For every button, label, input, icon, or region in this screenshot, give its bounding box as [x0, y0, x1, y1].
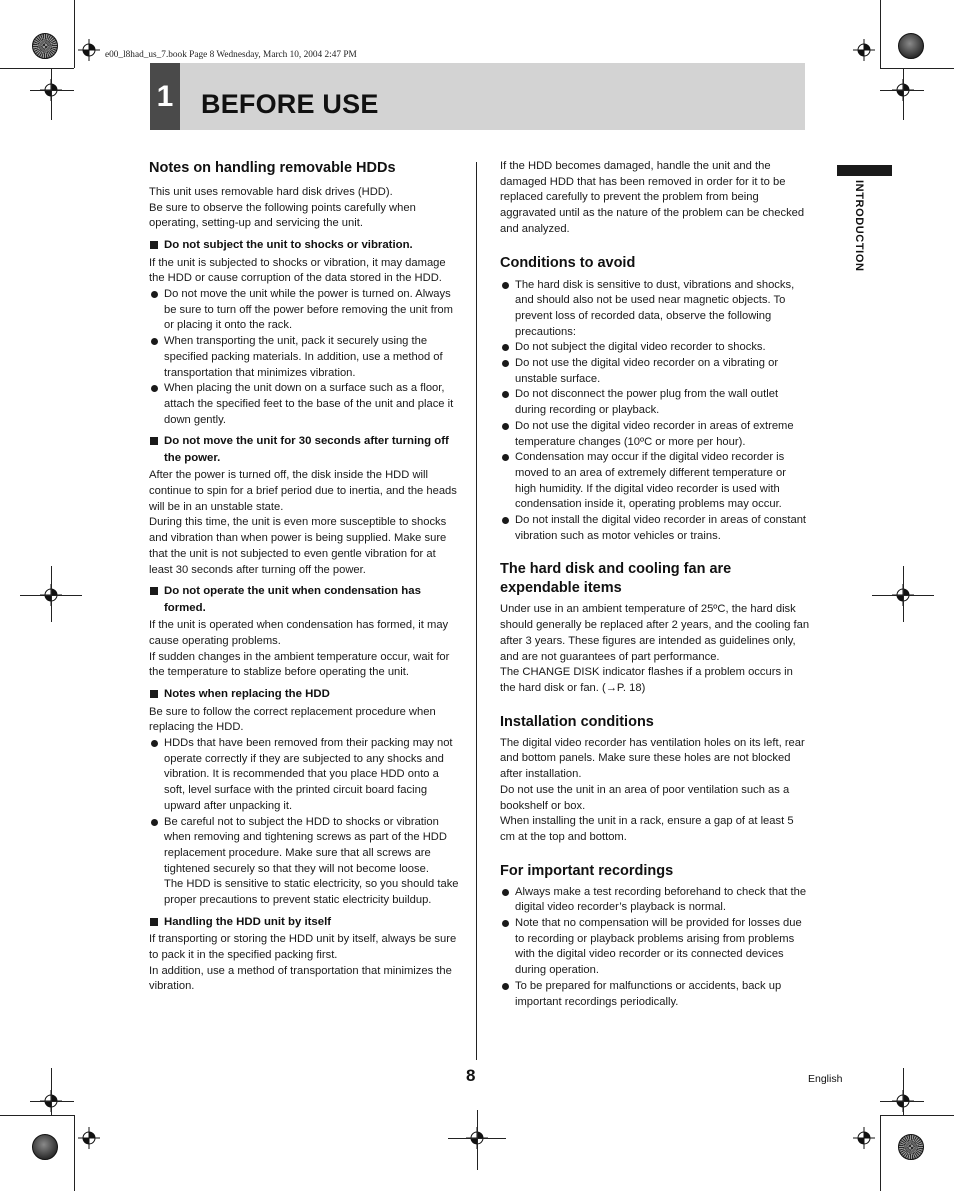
body-text: When installing the unit in a rack, ensure a gap of at least 5 cm at the top and bottom. — [500, 815, 794, 843]
body-text: If the unit is operated when condensation has formed, it may cause operating problems. — [149, 619, 449, 647]
registration-target-icon — [853, 1127, 875, 1149]
body-text: The CHANGE DISK indicator flashes if a problem occurs in the hard disk or fan. (→P. 18) — [500, 666, 793, 694]
page-number: 8 — [466, 1066, 476, 1085]
section-heading: For important recordings — [500, 862, 674, 879]
chapter-title: BEFORE USE — [201, 89, 379, 119]
registration-target-icon — [78, 1127, 100, 1149]
section-heading: The hard disk and cooling fan are expendable items — [500, 561, 732, 597]
bullet-list — [149, 287, 459, 428]
bullet-list — [149, 736, 459, 877]
bullet-list — [500, 278, 810, 545]
list-item: Do not move the unit while the power is turned on. Always be sure to turn off the power before removing the unit from or placing it onto the rack. — [149, 287, 459, 334]
body-text: Under use in an ambient temperature of 25ºC, the hard disk should generally be replaced after 2 years, and the cooling fan after 3 years. These figures are intended as guidelines only, and are not guarantees of part performance. — [500, 603, 810, 663]
registration-wheel-icon — [32, 1134, 58, 1160]
bullet-continuation-text: The HDD is sensitive to static electricity, so you should take proper precautions to prevent static electricity buildup. — [164, 878, 459, 907]
subsection-heading: Do not operate the unit when condensation has formed. — [149, 583, 459, 616]
body-text: During this time, the unit is even more susceptible to shocks and vibration than when power is being supplied. Make sure that the unit is not subjected to even gentle vibration for at least 30 seconds after turning off the power. — [149, 516, 447, 576]
body-text: This unit uses removable hard disk drives (HDD). — [149, 186, 393, 198]
list-item: Be careful not to subject the HDD to shocks or vibration when removing and tightening screws as part of the HDD replacement procedure. Make sure that all screws are tightened securely so that they will not become loose. — [149, 815, 459, 878]
list-item: The hard disk is sensitive to dust, vibrations and shocks, and should also not be used near magnetic objects. To prevent loss of recorded data, observe the following precautions: — [500, 278, 810, 341]
registration-wheel-icon — [32, 33, 58, 59]
bullet-list — [500, 885, 810, 1011]
list-item: HDDs that have been removed from their packing may not operate correctly if they are subjected to any shocks and vibration. It is recommended that you place HDD onto a soft, level surface with the printed circuit board facing upward after unpacking it. — [149, 736, 459, 815]
registration-wheel-icon — [898, 33, 924, 59]
subsection-heading: Notes when replacing the HDD — [149, 686, 459, 703]
list-item: Do not install the digital video recorder in areas of constant vibration such as motor vehicles or trains. — [500, 513, 810, 544]
body-text: After the power is turned off, the disk inside the HDD will continue to spin for a brief period due to inertia, and the heads will be in an unstable state. — [149, 469, 457, 513]
body-text: If transporting or storing the HDD unit by itself, always be sure to pack it in the specified packing first. — [149, 933, 457, 961]
registration-target-icon — [78, 39, 100, 61]
body-text: If the HDD becomes damaged, handle the unit and the damaged HDD that has been removed in order for it to be replaced carefully to prevent the problem from being aggravated until as the nature of the problem can be checked and analyzed. — [500, 160, 805, 235]
body-text: In addition, use a method of transportation that minimizes the vibration. — [149, 964, 452, 993]
subsection-heading: Handling the HDD unit by itself — [149, 914, 459, 931]
body-text: Be sure to observe the following points carefully when operating, setting-up and servicing the unit. — [149, 201, 416, 230]
print-file-info: e00_l8had_us_7.book Page 8 Wednesday, March 10, 2004 2:47 PM — [105, 50, 357, 60]
list-item: Always make a test recording beforehand to check that the digital video recorder’s playback is normal. — [500, 885, 810, 916]
body-text: Be sure to follow the correct replacement procedure when replacing the HDD. — [149, 705, 436, 734]
list-item: Note that no compensation will be provided for losses due to recording or playback problems arising from problems with the digital video recorder or its connected devices during operation. — [500, 916, 810, 979]
list-item: Condensation may occur if the digital video recorder is moved to an area of extremely different temperature or high humidity. If the digital video recorder is used with condensation inside it, operating problems may occur. — [500, 450, 810, 513]
list-item: When transporting the unit, pack it securely using the specified packing materials. In addition, use a method of transportation that minimizes vibration. — [149, 334, 459, 381]
list-item: Do not subject the digital video recorder to shocks. — [500, 340, 810, 356]
registration-target-icon — [853, 39, 875, 61]
body-text: If the unit is subjected to shocks or vibration, it may damage the HDD or cause corruption of the data stored in the HDD. — [149, 256, 446, 285]
section-heading: Conditions to avoid — [500, 254, 636, 271]
list-item: When placing the unit down on a surface such as a floor, attach the specified feet to the base of the unit and place it down gently. — [149, 381, 459, 428]
list-item: Do not use the digital video recorder on a vibrating or unstable surface. — [500, 356, 810, 387]
section-heading: Installation conditions — [500, 713, 654, 730]
registration-wheel-icon — [898, 1134, 924, 1160]
section-heading: Notes on handling removable HDDs — [149, 160, 396, 176]
subsection-heading: Do not move the unit for 30 seconds after turning off the power. — [149, 433, 459, 466]
list-item: Do not disconnect the power plug from the wall outlet during recording or playback. — [500, 387, 810, 418]
section-tab-label: INTRODUCTION — [853, 180, 865, 272]
body-text: If sudden changes in the ambient temperature occur, wait for the temperature to stablize before operating the unit. — [149, 650, 450, 679]
subsection-heading: Do not subject the unit to shocks or vibration. — [149, 237, 459, 254]
list-item: To be prepared for malfunctions or accidents, back up important recordings periodically. — [500, 979, 810, 1010]
right-column — [500, 159, 810, 1010]
language-label: English — [808, 1073, 843, 1085]
left-column — [149, 159, 459, 995]
section-tab-marker — [837, 165, 892, 176]
body-text: Do not use the unit in an area of poor ventilation such as a bookshelf or box. — [500, 783, 790, 812]
list-item: Do not use the digital video recorder in areas of extreme temperature changes (10ºC or more per hour). — [500, 419, 810, 450]
chapter-number: 1 — [150, 63, 180, 130]
body-text: The digital video recorder has ventilation holes on its left, rear and bottom panels. Make sure these holes are not blocked after installation. — [500, 736, 805, 781]
column-divider — [476, 162, 477, 1060]
